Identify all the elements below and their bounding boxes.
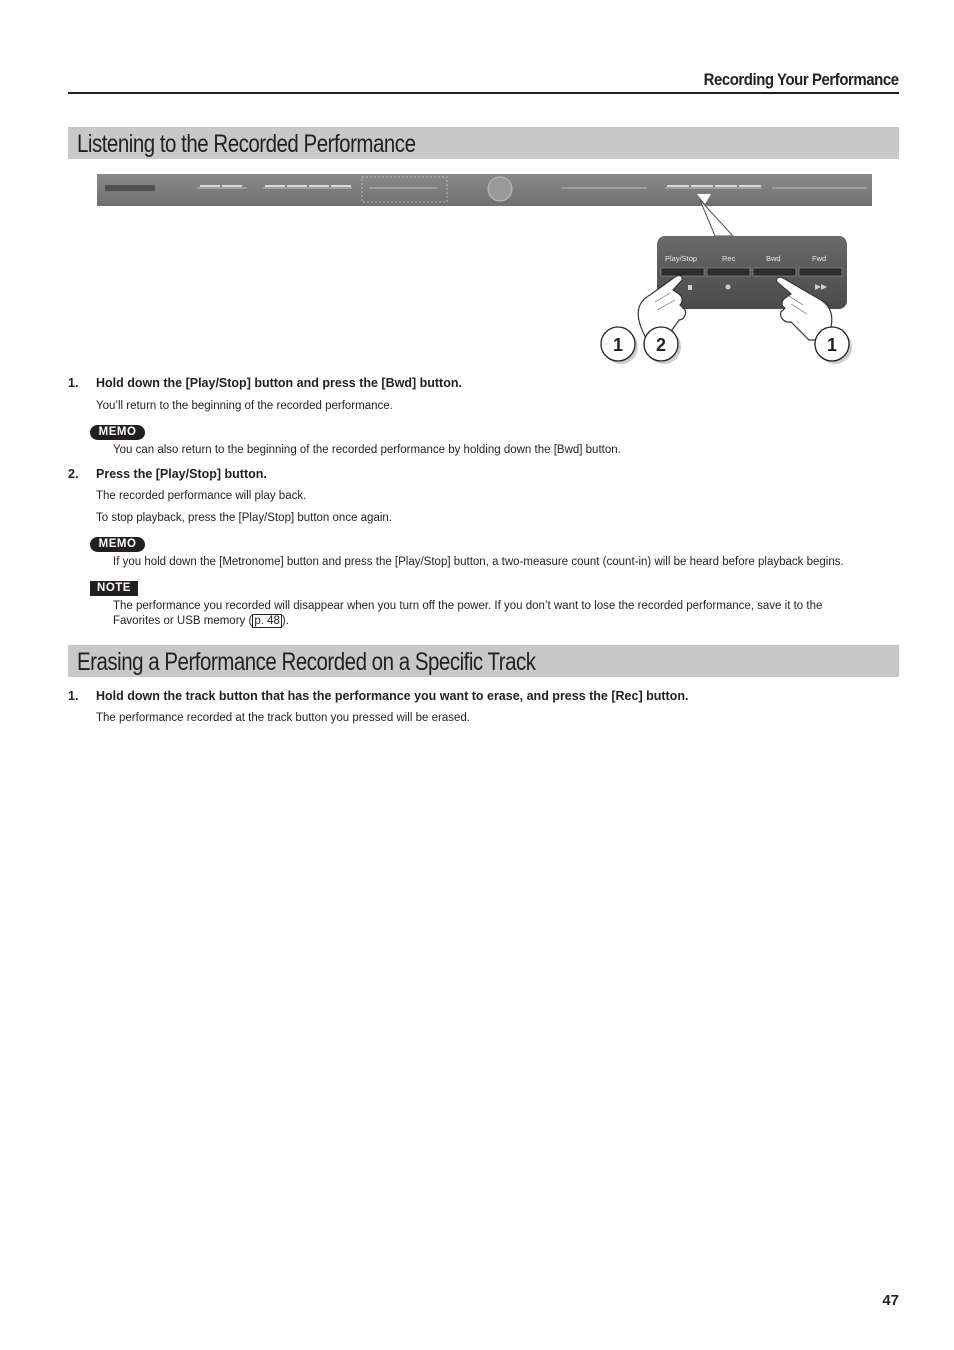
page-number: 47 <box>882 1292 899 1309</box>
section-heading-erasing <box>68 645 899 677</box>
section-heading-listening <box>68 127 899 159</box>
step-number: 1. <box>68 376 79 390</box>
memo-badge: MEMO <box>90 425 145 440</box>
step-2-body-1: The recorded performance will play back. <box>96 490 307 502</box>
section-title: Erasing a Performance Recorded on a Specific Track <box>77 648 536 676</box>
btn-label-fwd: Fwd <box>812 254 827 263</box>
header-title: Recording Your Performance <box>703 70 899 89</box>
step-1-body: You’ll return to the beginning of the recorded performance. <box>96 400 393 412</box>
btn-label-play-stop: Play/Stop <box>665 254 698 263</box>
record-icon <box>726 285 731 290</box>
step-text: Press the [Play/Stop] button. <box>96 467 267 481</box>
memo-2-text: If you hold down the [Metronome] button and press the [Play/Stop] button, a two-measure count (count-in) will be heard before playback begins. <box>113 556 844 568</box>
note-text-line-2: Favorites or USB memory ( p. 48 ). <box>113 615 289 627</box>
section-title: Listening to the Recorded Performance <box>77 130 416 158</box>
erase-step-1-body: The performance recorded at the track button you pressed will be erased. <box>96 712 470 724</box>
btn-label-bwd: Bwd <box>766 254 781 263</box>
stop-icon <box>688 285 692 290</box>
svg-text:2: 2 <box>655 335 667 355</box>
step-2-body-2: To stop playback, press the [Play/Stop] button once again. <box>96 512 392 524</box>
step-number: 1. <box>68 689 79 703</box>
callout-step-1-right <box>815 327 852 364</box>
note-text-line-1: The performance you recorded will disappear when you turn off the power. If you don’t want to lose the recorded performance, save it to the <box>113 600 823 612</box>
memo-badge: MEMO <box>90 537 145 552</box>
callout-step-2 <box>644 327 681 364</box>
btn-label-rec: Rec <box>722 254 736 263</box>
memo-1-text: You can also return to the beginning of the recorded performance by holding down the [Bwd] button. <box>113 444 621 456</box>
step-text: Hold down the [Play/Stop] button and press the [Bwd] button. <box>96 376 462 390</box>
svg-text:1: 1 <box>612 335 624 355</box>
zoomed-button-inset <box>595 190 855 375</box>
page-reference-link[interactable]: p. 48 <box>254 615 280 627</box>
note-badge: NOTE <box>90 581 138 596</box>
callout-step-1 <box>601 327 638 364</box>
step-number: 2. <box>68 467 79 481</box>
svg-text:1: 1 <box>826 335 838 355</box>
page-header <box>68 70 899 94</box>
step-text: Hold down the track button that has the performance you want to erase, and press the [Rec] button. <box>96 689 689 703</box>
